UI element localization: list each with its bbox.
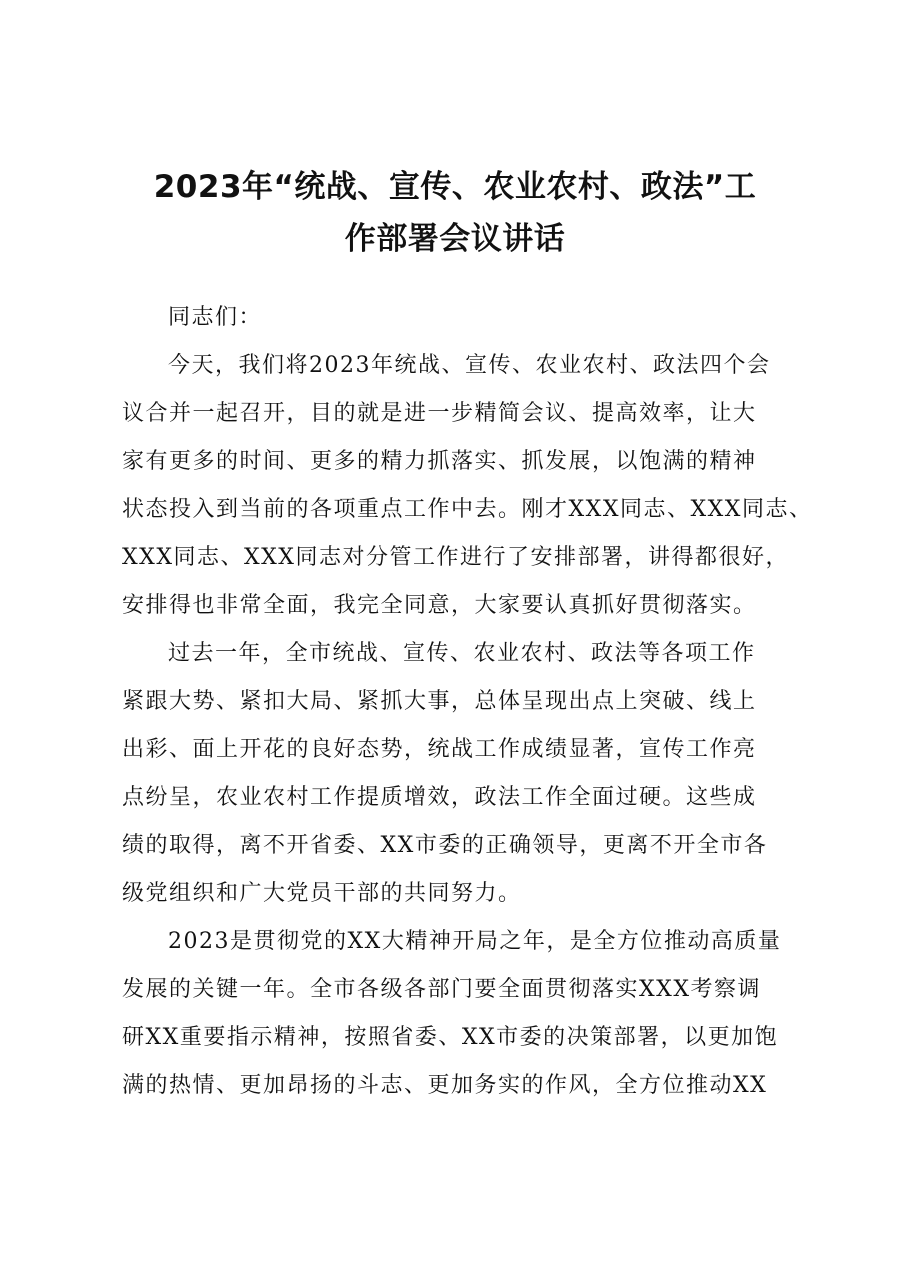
- salutation: 同志们：: [168, 305, 263, 330]
- paragraph-1-line-5: XXX同志、XXX同志对分管工作进行了安排部署，讲得都很好，: [122, 545, 789, 570]
- paragraph-2-line-2: 紧跟大势、紧扣大局、紧抓大事，总体呈现出点上突破、线上: [122, 689, 757, 714]
- paragraph-3-line-2: 发展的关键一年。全市各级各部门要全面贯彻落实XXX考察调: [122, 977, 761, 1002]
- paragraph-2-line-1: 过去一年，全市统战、宣传、农业农村、政法等各项工作: [168, 641, 756, 666]
- paragraph-1-line-2: 议合并一起召开，目的就是进一步精简会议、提高效率，让大: [122, 401, 757, 426]
- paragraph-2-line-5: 绩的取得，离不开省委、XX市委的正确领导，更离不开全市各: [122, 833, 768, 858]
- document-title-line-1: 2023年“统战、宣传、农业农村、政法”工: [153, 169, 757, 205]
- paragraph-1-line-6: 安排得也非常全面，我完全同意，大家要认真抓好贯彻落实。: [122, 593, 757, 618]
- paragraph-2-line-6: 级党组织和广大党员干部的共同努力。: [122, 881, 522, 906]
- paragraph-2-line-3: 出彩、面上开花的良好态势，统战工作成绩显著，宣传工作亮: [122, 737, 757, 762]
- paragraph-1-line-4: 状态投入到当前的各项重点工作中去。刚才XXX同志、XXX同志、: [122, 497, 813, 522]
- paragraph-3-line-3: 研XX重要指示精神，按照省委、XX市委的决策部署，以更加饱: [122, 1025, 779, 1050]
- paragraph-3-line-4: 满的热情、更加昂扬的斗志、更加务实的作风，全方位推动XX: [122, 1073, 768, 1098]
- paragraph-2-line-4: 点纷呈，农业农村工作提质增效，政法工作全面过硬。这些成: [122, 785, 757, 810]
- paragraph-1-line-1: 今天，我们将2023年统战、宣传、农业农村、政法四个会: [168, 353, 771, 378]
- paragraph-3-line-1: 2023是贯彻党的XX大精神开局之年，是全方位推动高质量: [168, 929, 782, 954]
- paragraph-1-line-3: 家有更多的时间、更多的精力抓落实、抓发展，以饱满的精神: [122, 449, 757, 474]
- document-title-line-2: 作部署会议讲话: [344, 221, 566, 257]
